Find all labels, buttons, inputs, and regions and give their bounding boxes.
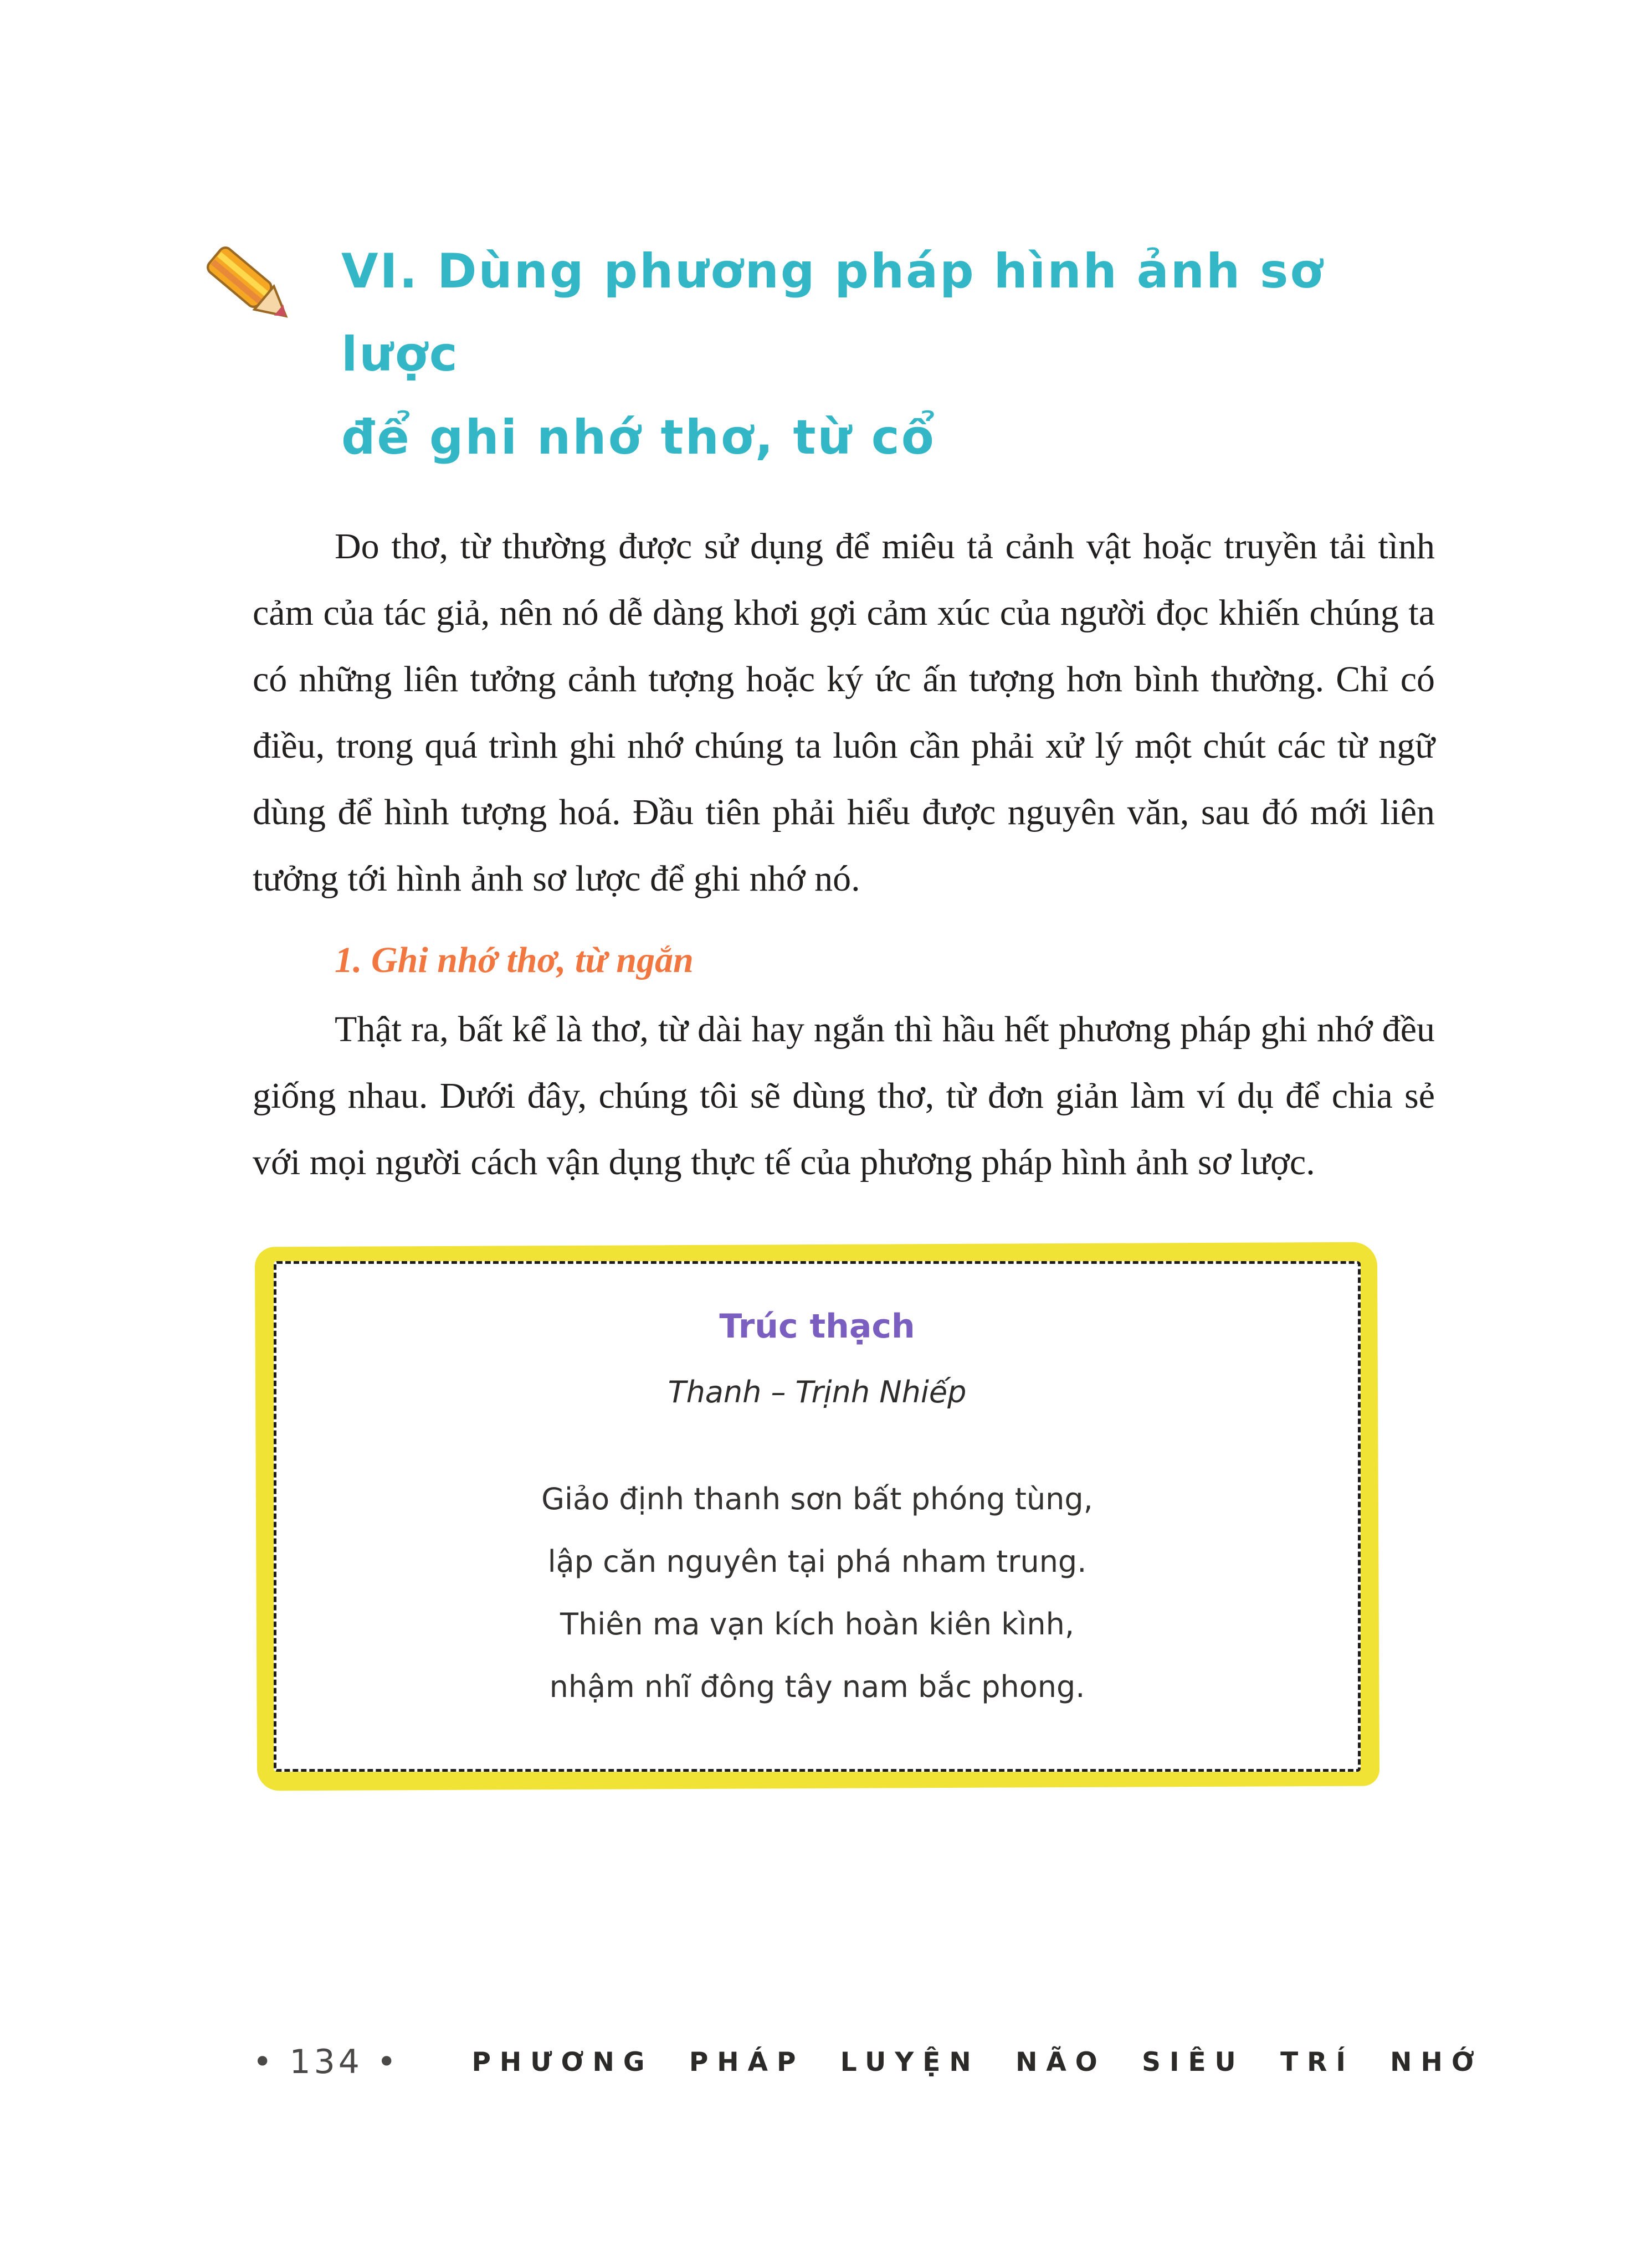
page-number: • 134 • (253, 2043, 400, 2081)
poem-title: Trúc thạch (719, 1307, 915, 1346)
pencil-icon (197, 233, 311, 346)
poem-line: Thiên ma vạn kích hoàn kiên kình, (560, 1607, 1074, 1642)
paragraph-method: Thật ra, bất kể là thơ, từ dài hay ngắn thì hầu hết phương pháp ghi nhớ đều giống nhau. Dưới đây, chúng tôi sẽ dùng thơ, từ đơn giản làm ví dụ để chia sẻ với mọi người cách vận dụng thực tế của phương pháp hình ảnh sơ lược. (253, 1009, 1435, 1182)
book-title: PHƯƠNG PHÁP LUYỆN NÃO SIÊU TRÍ NHỚ (471, 2046, 1483, 2077)
section-heading-line2: để ghi nhớ thơ, từ cổ (341, 410, 936, 465)
poem-author: Thanh – Trịnh Nhiếp (668, 1375, 967, 1410)
section-header (197, 230, 1435, 479)
page-footer (253, 2043, 1483, 2081)
poem-box-inner (274, 1261, 1361, 1772)
poem-line: Giảo định thanh sơn bất phóng tùng, (541, 1482, 1093, 1516)
poem-line: nhậm nhĩ đông tây nam bắc phong. (549, 1669, 1085, 1704)
poem-line: lập căn nguyên tại phá nham trung. (547, 1544, 1087, 1579)
section-heading (341, 230, 1435, 479)
poem-box (255, 1242, 1379, 1791)
section-heading-line1: VI. Dùng phương pháp hình ảnh sơ lược (341, 244, 1325, 382)
subsection-heading: 1. Ghi nhớ thơ, từ ngắn (335, 940, 694, 980)
paragraph-intro: Do thơ, từ thường được sử dụng để miêu tả cảnh vật hoặc truyền tải tình cảm của tác giả, nên nó dễ dàng khơi gợi cảm xúc của người đọc khiến chúng ta có những liên tưởng cảnh tượng hoặc ký ức ấn tượng hơn bình thường. Chỉ có điều, trong quá trình ghi nhớ chúng ta luôn cần phải xử lý một chút các từ ngữ dùng để hình tượng hoá. Đầu tiên phải hiểu được nguyên văn, sau đó mới liên tưởng tới hình ảnh sơ lược để ghi nhớ nó. (253, 526, 1435, 899)
poem-lines (299, 1468, 1336, 1718)
